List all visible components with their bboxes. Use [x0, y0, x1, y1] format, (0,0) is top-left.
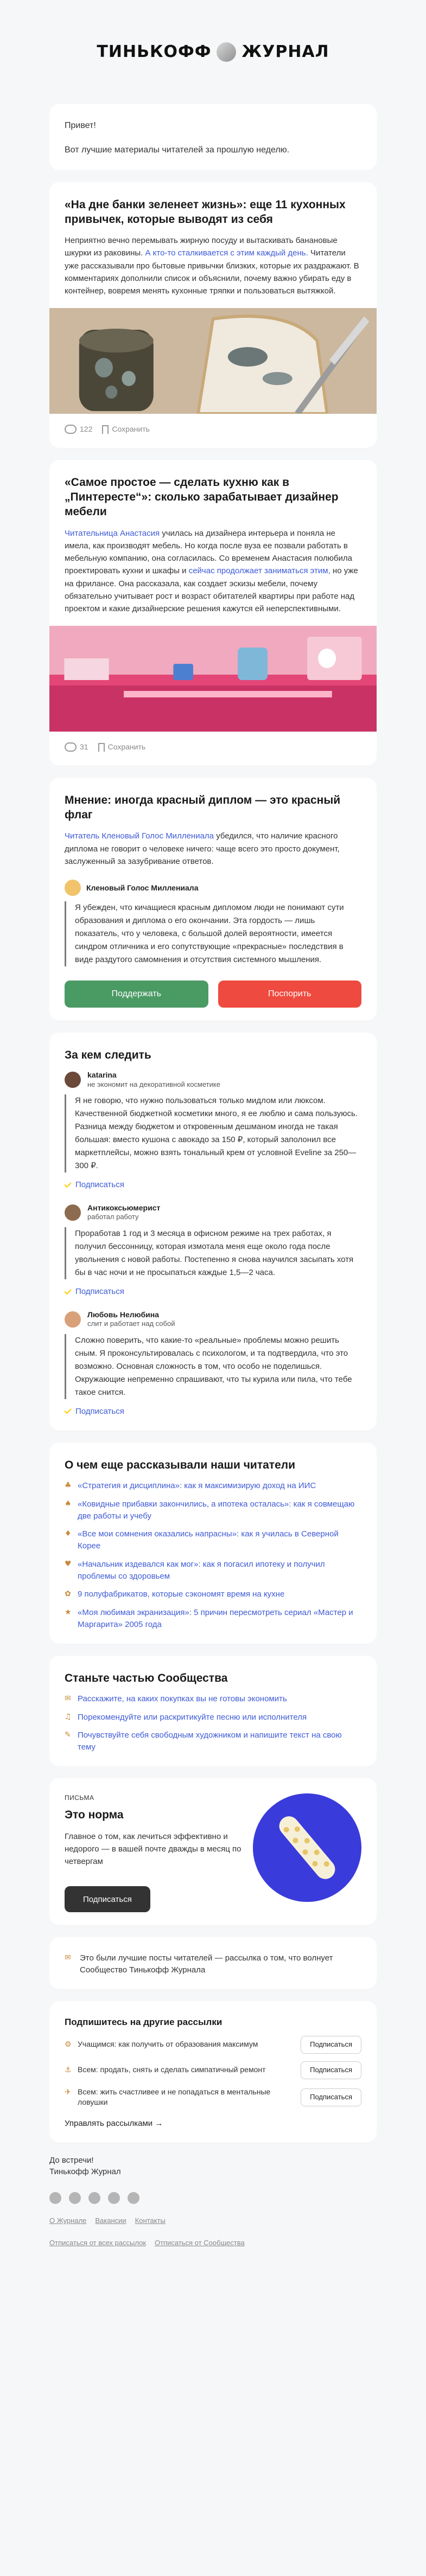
disagree-button[interactable]: Поспорить	[218, 981, 362, 1008]
discussed-title: О чем еще рассказывали наши читатели	[65, 1458, 296, 1471]
newsletter-subscribe-button[interactable]: Подписаться	[65, 1886, 150, 1912]
comments-count: 31	[80, 742, 88, 752]
follow-person	[65, 1070, 361, 1191]
unsubscribe-links	[49, 2238, 377, 2248]
article-text-part: но уже на фрилансе. Она рассказала, как создает эскизы мебели, почему обязательно учитывает рост и возраст обитателей квартиры при работе над проектом и какие дизайнерские решения кажутся ей неперспективными.	[65, 566, 358, 614]
follow-person	[65, 1310, 361, 1418]
person-bio: не экономит на декоративной косметике	[87, 1080, 220, 1088]
greeting: Привет!	[65, 121, 96, 130]
comment-bubble-icon	[65, 425, 77, 434]
comments-counter[interactable]	[65, 424, 92, 434]
newsletter-info	[65, 1793, 242, 1913]
subscription-label: Всем: продать, снять и сделать симпатичный ремонт	[78, 2065, 266, 2074]
intro-text: Вот лучшие материалы читателей за прошлую неделю.	[65, 145, 290, 155]
telegram-icon[interactable]	[88, 2192, 100, 2204]
list-item[interactable]	[65, 1607, 361, 1631]
social-links	[49, 2192, 377, 2204]
subscription-text	[65, 2039, 258, 2050]
subscription-label: Учащимся: как получить от образования максимум	[78, 2039, 258, 2048]
avatar	[65, 1204, 81, 1221]
newsletter-label: ПИСЬМА	[65, 1793, 94, 1802]
community-icon: ♫	[65, 1712, 72, 1721]
about-link[interactable]: О Журнале	[49, 2216, 87, 2225]
article-title[interactable]: «На дне банки зеленеет жизнь»: еще 11 кухонных привычек, которые выводят из себя	[65, 198, 346, 226]
footer-bye: До встречи!	[49, 2155, 94, 2165]
unsubscribe-community-link[interactable]: Отписаться от Сообщества	[154, 2239, 245, 2247]
discussed-card	[49, 1443, 377, 1644]
check-icon	[64, 1287, 71, 1294]
subscription-label: Всем: жить счастливее и не попадаться в ментальные ловушки	[78, 2087, 271, 2107]
author-link[interactable]: Читательница Анастасия	[65, 528, 160, 538]
topic-link[interactable]: «Моя любимая экранизация»: 5 причин пересмотреть сериал «Мастер и Маргарита» 2005 года	[78, 1608, 353, 1629]
pill-illustration-icon	[253, 1793, 361, 1902]
person-bio: работал работу	[87, 1213, 139, 1221]
comments-count: 122	[80, 425, 93, 434]
dzen-icon[interactable]	[128, 2192, 139, 2204]
topic-link[interactable]: «Начальник издевался как мог»: как я погасил ипотеку и получил проблемы со здоровьем	[78, 1559, 325, 1581]
contacts-link[interactable]: Контакты	[135, 2216, 166, 2225]
person-header[interactable]	[65, 1070, 361, 1089]
article-inline-link[interactable]: А кто-то сталкивается с этим каждый день.	[145, 248, 308, 258]
logo-mark-icon	[217, 42, 236, 62]
person-name: Антикоксьюмерист	[87, 1203, 161, 1213]
topic-icon: ♣	[65, 1481, 72, 1490]
digest-note	[65, 1952, 361, 1976]
list-item[interactable]	[65, 1480, 361, 1492]
newsletter-title: Это норма	[65, 1809, 124, 1822]
topic-link[interactable]: «Ковидные прибавки закончились, а ипотека осталась»: как я совмещаю две работы и учебу	[78, 1499, 355, 1521]
person-bio: слит и работает над собой	[87, 1319, 175, 1328]
article-meta	[65, 424, 361, 434]
subscribe-link[interactable]	[65, 1179, 361, 1191]
author-link[interactable]: Читатель Кленовый Голос Миллениала	[65, 831, 214, 841]
avatar	[65, 880, 81, 896]
vote-buttons	[65, 981, 361, 1008]
comment-bubble-icon	[65, 742, 77, 752]
subscription-row	[65, 2087, 361, 2108]
topic-icon: ✿	[65, 1590, 71, 1599]
intro-card	[49, 104, 377, 170]
vacancies-link[interactable]: Вакансии	[95, 2216, 126, 2225]
subscription-button[interactable]: Подписаться	[301, 2061, 361, 2079]
follow-card	[49, 1033, 377, 1431]
subscribe-label: Подписаться	[75, 1180, 124, 1190]
envelope-icon: ✉	[65, 1953, 71, 1963]
article-card-furniture-designer	[49, 460, 377, 766]
unsubscribe-all-link[interactable]: Отписаться от всех рассылок	[49, 2239, 146, 2247]
footer-signature: Тинькофф Журнал	[49, 2167, 121, 2177]
list-item[interactable]	[65, 1559, 361, 1582]
topic-link[interactable]: 9 полуфабрикатов, которые сэкономят время на кухне	[78, 1590, 285, 1599]
subscription-row	[65, 2061, 361, 2079]
list-item[interactable]	[65, 1528, 361, 1552]
logo[interactable]	[49, 26, 377, 78]
list-item[interactable]	[65, 1498, 361, 1522]
article-text	[65, 527, 361, 616]
subscribe-label: Подписаться	[75, 1407, 124, 1417]
person-name: Любовь Нелюбина	[87, 1310, 159, 1319]
article-image-pink-kitchen[interactable]	[49, 626, 377, 732]
youtube-icon[interactable]	[108, 2192, 120, 2204]
topic-link[interactable]: «Все мои сомнения оказались напрасны»: как я училась в Северной Корее	[78, 1529, 339, 1551]
subscription-text	[65, 2087, 293, 2108]
article-text	[65, 234, 361, 297]
subscribe-link[interactable]	[65, 1406, 361, 1418]
newsletter-text: Главное о том, как лечиться эффективно и недорого — в вашей почте дважды в месяц по четвергам	[65, 1831, 241, 1867]
person-header[interactable]	[65, 1203, 361, 1222]
topic-link[interactable]: «Стратегия и дисциплина»: как я максимизирую доход на ИИС	[78, 1481, 316, 1491]
subscription-button[interactable]: Подписаться	[301, 2088, 361, 2106]
bookmark-icon	[102, 425, 109, 434]
footer	[49, 2155, 377, 2248]
topic-icon: ♦	[65, 1529, 72, 1539]
list-item[interactable]	[65, 1712, 361, 1723]
other-subscriptions-card	[49, 2001, 377, 2143]
newsletter-card	[49, 1778, 377, 1926]
community-link[interactable]: Порекомендуйте или раскритикуйте песню или исполнителя	[78, 1712, 307, 1722]
subscription-icon: ⚙	[65, 2040, 72, 2049]
person-quote: Сложно поверить, что какие-то «реальные» проблемы можно решить сным. Я проконсультировалась с психологом, и та подтвердила, что это возможно. Основная сложность в том, что особо не поделишься. Окружающие непременно спрашивают, что ты курила или пила, что тебе такое снится.	[65, 1334, 361, 1399]
person-name: katarina	[87, 1071, 117, 1080]
subscription-row	[65, 2036, 361, 2054]
list-item[interactable]	[65, 1588, 361, 1600]
subscribe-link[interactable]	[65, 1286, 361, 1298]
community-icon: ✉	[65, 1694, 71, 1703]
community-link[interactable]: Почувствуйте себя свободным художником и напишите текст на свою тему	[78, 1731, 342, 1752]
digest-card	[49, 1937, 377, 1989]
person-header[interactable]	[65, 1310, 361, 1329]
article-text-part: Читатели уже рассказывали про бытовые привычки близких, которые их раздражают. В комментариях дополнили список и объяснили, почему важно убирать еду в контейнер, вовремя менять кухонные тряпки и пользоваться вытяжкой.	[65, 248, 359, 296]
subscription-icon: ⚓	[65, 2065, 72, 2074]
logo-text-right: ЖУРНАЛ	[241, 42, 329, 62]
article-text-part: училась на дизайнера интерьера и поняла не имела, как производят мебель. Но когда после вуза ее позвали работать в мебельную компанию, она согласилась. Со временем Анастасия полюбила проектировать кухни и шкафы и	[65, 528, 352, 576]
subscription-icon: ✈	[65, 2087, 71, 2097]
person-quote: Я не говорю, что нужно пользоваться только мидлом или люксом. Качественной бюджетной косметики много, я ее люблю и сама пользуюсь. Разница между бюджетом и откровенным дешманом иногда не такая большая: вместо кушона с авокадо за 150 ₽, который заполонил все маркетплейсы, можно взять тональный крем от условной Eveline за 250—300 ₽.	[65, 1094, 361, 1172]
person-quote: Проработав 1 год и 3 месяца в офисном режиме на трех работах, я получил бессонницу, которая измотала меня еще около года после увольнения с новой работы. Постепенно я снова научился засыпать хотя бы в час ночи и не просыпаться каждые 1,5—2 часа.	[65, 1227, 361, 1279]
avatar	[65, 1311, 81, 1328]
article-meta	[65, 741, 361, 752]
article-inline-link[interactable]: сейчас продолжает заниматься этим,	[188, 566, 330, 576]
quote-author-name: Кленовый Голос Миллениала	[86, 883, 199, 892]
save-label: Сохранить	[112, 425, 150, 434]
other-subscriptions-title: Подпишитесь на другие рассылки	[65, 2016, 222, 2027]
avatar	[65, 1072, 81, 1088]
topic-icon: ♠	[65, 1499, 72, 1508]
check-icon	[64, 1181, 71, 1188]
quote-body: Я убежден, что кичащиеся красным дипломом люди не понимают сути образования и диплома о его окончании. Эта гордость — лишь показатель, что у человека, с большой долей вероятности, имеется синдром отличника и его сопутствующие «прекрасные» последствия в виде раздутого самомнения и отсутствия системного мышления.	[65, 901, 361, 966]
save-button[interactable]	[102, 424, 150, 434]
subscription-button[interactable]: Подписаться	[301, 2036, 361, 2054]
logo-text-left: ТИНЬКОФФ	[97, 42, 212, 62]
list-item[interactable]	[65, 1729, 361, 1753]
footer-links	[49, 2216, 377, 2226]
follow-person	[65, 1203, 361, 1298]
quote-author[interactable]	[65, 880, 361, 896]
topic-icon: ★	[65, 1608, 72, 1617]
subscription-text	[65, 2065, 266, 2076]
article-image-jar-bread[interactable]	[49, 308, 377, 414]
community-icon: ✎	[65, 1731, 71, 1740]
ok-icon[interactable]	[69, 2192, 81, 2204]
agree-button[interactable]: Поддержать	[65, 981, 208, 1008]
manage-subscriptions-link[interactable]: Управлять рассылками →	[65, 2118, 163, 2128]
community-card	[49, 1656, 377, 1766]
comments-counter[interactable]	[65, 741, 88, 752]
article-title[interactable]: «Самое простое — сделать кухню как в „Пинтересте“»: сколько зарабатывает дизайнер мебели	[65, 476, 339, 518]
community-title: Станьте частью Сообщества	[65, 1671, 228, 1684]
community-link[interactable]: Расскажите, на каких покупках вы не готовы экономить	[78, 1694, 287, 1703]
topic-icon: ♥	[65, 1559, 72, 1568]
opinion-card	[49, 778, 377, 1021]
digest-text: Это были лучшие посты читателей — рассылка о том, что волнует Сообщество Тинькофф Журнала	[80, 1953, 333, 1975]
check-icon	[64, 1407, 71, 1414]
opinion-title[interactable]: Мнение: иногда красный диплом — это красный флаг	[65, 793, 341, 821]
save-button[interactable]	[98, 741, 146, 752]
subscribe-label: Подписаться	[75, 1287, 124, 1297]
article-text-part: Неприятно вечно перемывать жирную посуду и вытаскивать банановые шкурки из раковины.	[65, 236, 338, 258]
follow-title: За кем следить	[65, 1049, 151, 1062]
opinion-text-part: убедился, что наличие красного диплома не говорит о человеке ничего: чаще всего это просто документ, заслуженный за зазубривание ответов.	[65, 831, 340, 866]
save-label: Сохранить	[107, 742, 146, 752]
opinion-text	[65, 830, 361, 868]
vk-icon[interactable]	[49, 2192, 61, 2204]
list-item[interactable]	[65, 1693, 361, 1705]
article-card-kitchen-habits	[49, 182, 377, 448]
bookmark-icon	[98, 743, 105, 752]
